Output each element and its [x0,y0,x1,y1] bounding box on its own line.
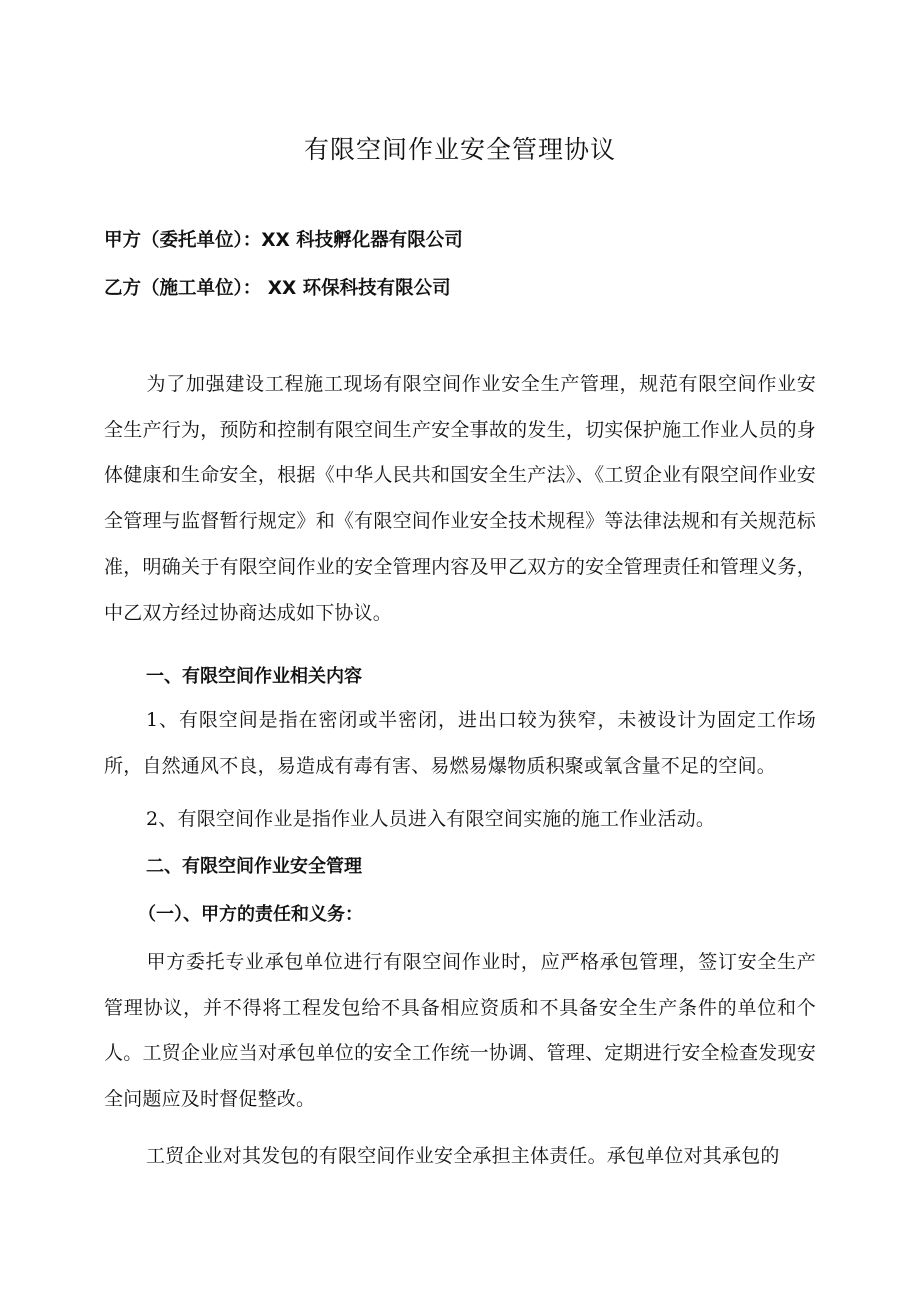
section1-heading: 一、有限空间作业相关内容 [146,666,362,687]
party-b-name: XX 环保科技有限公司 [261,278,451,299]
section1-item1 [104,698,816,789]
party-a-label: 甲方（委托单位）： [104,230,262,251]
section2-sub1-heading: （一）、甲方的责任和义务： [138,904,363,925]
section2-sub1-paragraph2 [104,1134,816,1180]
section1-item2-text: 2、有限空间作业是指作业人员进入有限空间实施的施工作业活动。 [146,808,716,830]
intro-paragraph [104,362,816,636]
document-title: 有限空间作业安全管理协议 [303,135,616,164]
section1-item1-text: 1、有限空间是指在密闭或半密闭，进出口较为狭窄，未被设计为固定工作场所，自然通风不良，易造成有毒有害、易燃易爆物质积聚或氧含量不足的空间。 [104,709,816,777]
section2-sub1-p1-text: 甲方委托专业承包单位进行有限空间作业时，应严格承包管理，签订安全生产管理协议，并不得将工程发包给不具备相应资质和不具备安全生产条件的单位和个人。工贸企业应当对承包单位的安全工作统一协调、管理、定期进行安全检查发现安全问题应及时督促整改。 [104,951,816,1111]
intro-text: 为了加强建设工程施工现场有限空间作业安全生产管理，规范有限空间作业安全生产行为，预防和控制有限空间生产安全事故的发生，切实保护施工作业人员的身体健康和生命安全，根据《中华人民共和国安全生产法》、《工贸企业有限空间作业安全管理与监督暂行规定》和《有限空间作业安全技术规程》等法律法规和有关规范标准，明确关于有限空间作业的安全管理内容及甲乙双方的安全管理责任和管理义务，中乙双方经过协商达成如下协议。 [104,373,816,624]
party-b-label: 乙方（施工单位）： [104,278,262,299]
section2-heading: 二、有限空间作业安全管理 [146,856,362,877]
party-a-name: XX 科技孵化器有限公司 [261,230,463,251]
section1-item2 [104,797,816,843]
section2-sub1-p2-text: 工贸企业对其发包的有限空间作业安全承担主体责任。承包单位对其承包的 [146,1145,780,1167]
party-b-line [104,274,451,304]
section2-sub1-paragraph1 [104,940,816,1123]
party-a-line [104,226,463,256]
